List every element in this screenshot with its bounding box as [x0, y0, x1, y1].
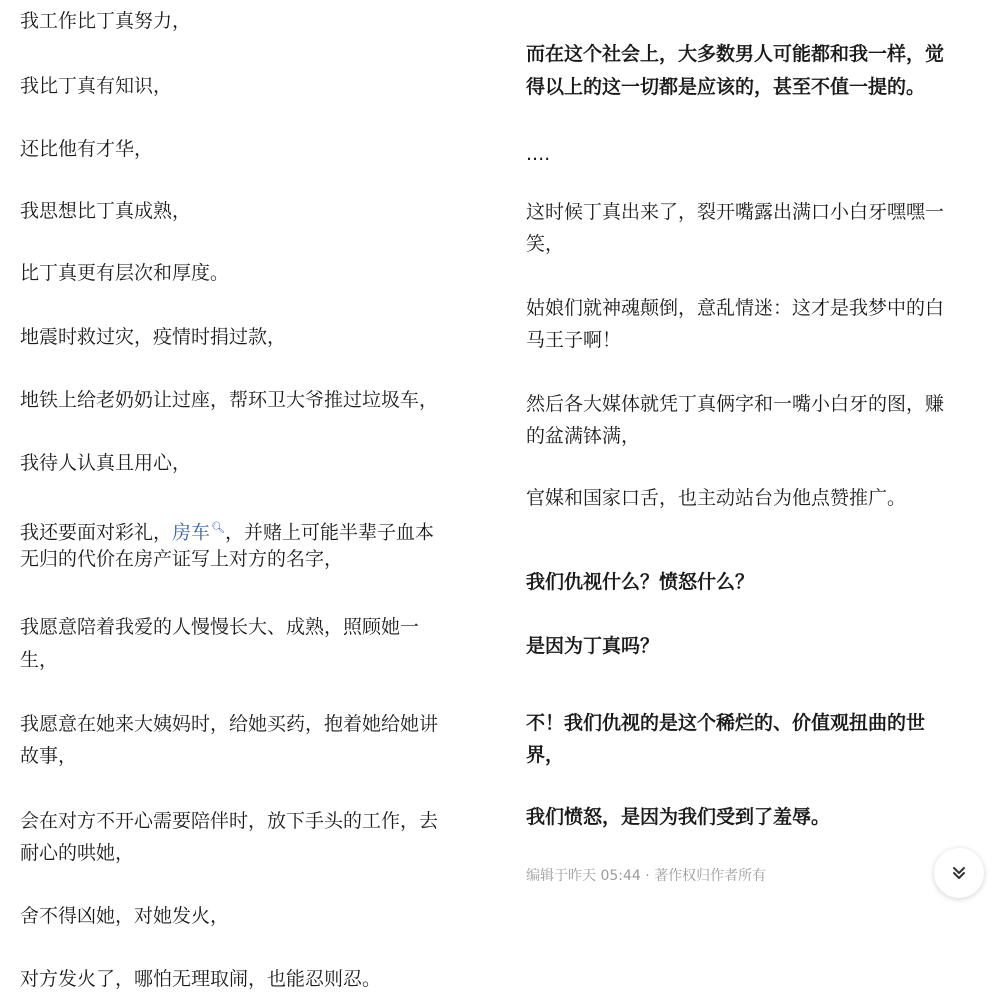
paragraph-continued: 马王子啊！ — [526, 329, 622, 351]
paragraph-continued: 无归的代价在房产证写上对方的名字， — [20, 548, 344, 570]
paragraph — [20, 512, 434, 548]
paragraph: 我愿意在她来大姨妈时，给她买药，抱着她给她讲 — [20, 713, 439, 735]
paragraph: 地震时救过灾，疫情时捐过款， — [20, 326, 287, 348]
paragraph: 会在对方不开心需要陪伴时，放下手头的工作，去 — [20, 810, 439, 832]
paragraph: 官媒和国家口舌，也主动站台为他点赞推广。 — [526, 487, 907, 509]
paragraph: 然后各大媒体就凭丁真俩字和一嘴小白牙的图，赚 — [526, 393, 945, 415]
paragraph-continued: 得以上的这一切都是应该的，甚至不值一提的。 — [526, 76, 926, 98]
chevron-double-down-icon — [951, 865, 967, 881]
paragraph-continued: 生， — [20, 649, 59, 671]
paragraph-continued: 的盆满钵满， — [526, 425, 641, 447]
paragraph: 不！我们仇视的是这个稀烂的、价值观扭曲的世 — [526, 712, 926, 734]
paragraph: 我思想比丁真成熟， — [20, 200, 192, 222]
paragraph: 对方发火了，哪怕无理取闹，也能忍则忍。 — [20, 968, 382, 990]
paragraph: 我待人认真且用心， — [20, 452, 192, 474]
paragraph-continued: 故事， — [20, 745, 78, 767]
paragraph: 我们愤怒，是因为我们受到了羞辱。 — [526, 806, 831, 828]
paragraph-continued: 界， — [526, 744, 565, 766]
paragraph: 我工作比丁真努力， — [20, 10, 192, 32]
paragraph: 是因为丁真吗？ — [526, 635, 660, 657]
edit-meta: 编辑于昨天 05:44 · 著作权归作者所有 — [526, 868, 767, 884]
ellipsis: .... — [526, 143, 551, 165]
expand-button[interactable] — [934, 848, 984, 898]
link-fangche[interactable]: 房车 — [172, 521, 211, 544]
paragraph: 姑娘们就神魂颠倒，意乱情迷：这才是我梦中的白 — [526, 297, 945, 319]
paragraph-continued: 笑， — [526, 233, 565, 255]
paragraph: 我愿意陪着我爱的人慢慢长大、成熟，照顾她一 — [20, 616, 420, 638]
paragraph-text: 我还要面对彩礼， — [20, 521, 173, 544]
search-icon[interactable]: 🔍︎ — [211, 521, 225, 534]
paragraph: 而在这个社会上，大多数男人可能都和我一样，觉 — [526, 43, 945, 65]
paragraph-text: ，并赌上可能半辈子血本 — [225, 521, 435, 544]
paragraph: 这时候丁真出来了，裂开嘴露出满口小白牙嘿嘿一 — [526, 201, 945, 223]
paragraph: 我们仇视什么？愤怒什么？ — [526, 571, 755, 593]
paragraph: 我比丁真有知识， — [20, 75, 173, 97]
paragraph: 比丁真更有层次和厚度。 — [20, 262, 230, 284]
paragraph: 舍不得凶她，对她发火， — [20, 905, 230, 927]
paragraph-continued: 耐心的哄她， — [20, 842, 135, 864]
paragraph: 地铁上给老奶奶让过座，帮环卫大爷推过垃圾车， — [20, 389, 439, 411]
paragraph: 还比他有才华， — [20, 138, 154, 160]
